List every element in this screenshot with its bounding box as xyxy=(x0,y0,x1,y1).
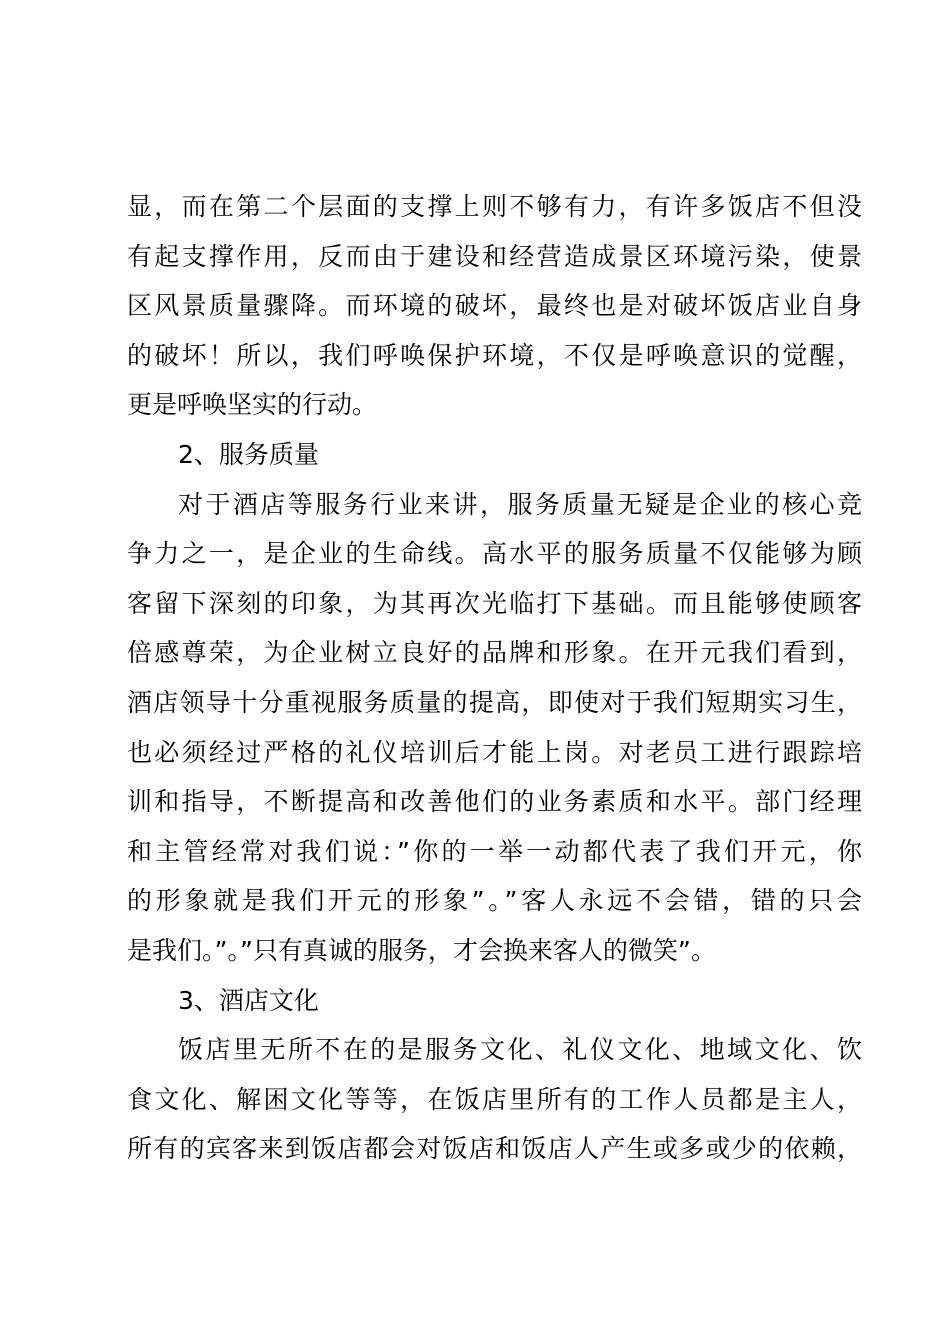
body-text xyxy=(127,182,862,1174)
text-line: 更是呼唤坚实的行动。 xyxy=(127,390,378,420)
text-line: 对于酒店等服务行业来讲，服务质量无疑是企业的核心竞 xyxy=(178,489,862,519)
text-line: 区风景质量骤降。而环境的破坏，最终也是对破坏饭店业自身 xyxy=(127,291,862,321)
text-line: 有起支撑作用，反而由于建设和经营造成景区环境污染，使景 xyxy=(127,241,862,271)
text-line: 和主管经常对我们说：”你的一举一动都代表了我们开元，你 xyxy=(127,836,862,866)
section-heading: 3、酒店文化 xyxy=(178,985,319,1015)
text-line: 争力之一，是企业的生命线。高水平的服务质量不仅能够为顾 xyxy=(127,539,862,569)
text-line: 是我们。”。”只有真诚的服务，才会换来客人的微笑”。 xyxy=(127,935,716,965)
section-heading: 2、服务质量 xyxy=(178,439,319,469)
text-line: 的形象就是我们开元的形象”。”客人永远不会错，错的只会 xyxy=(127,886,862,916)
text-line: 客留下深刻的印象，为其再次光临打下基础。而且能够使顾客 xyxy=(127,588,862,618)
text-line: 倍感尊荣，为企业树立良好的品牌和形象。在开元我们看到， xyxy=(127,638,862,668)
text-line: 也必须经过严格的礼仪培训后才能上岗。对老员工进行跟踪培 xyxy=(127,737,862,767)
text-line: 所有的宾客来到饭店都会对饭店和饭店人产生或多或少的依赖， xyxy=(127,1134,862,1164)
text-line: 显，而在第二个层面的支撑上则不够有力，有许多饭店不但没 xyxy=(127,192,862,221)
text-line: 训和指导，不断提高和改善他们的业务素质和水平。部门经理 xyxy=(127,787,862,817)
text-line: 酒店领导十分重视服务质量的提高，即使对于我们短期实习生， xyxy=(127,687,862,717)
text-line: 的破坏！所以，我们呼唤保护环境，不仅是呼唤意识的觉醒， xyxy=(127,340,862,370)
text-line: 饭店里无所不在的是服务文化、礼仪文化、地域文化、饮 xyxy=(178,1035,862,1065)
text-line: 食文化、解困文化等等，在饭店里所有的工作人员都是主人， xyxy=(127,1084,862,1114)
